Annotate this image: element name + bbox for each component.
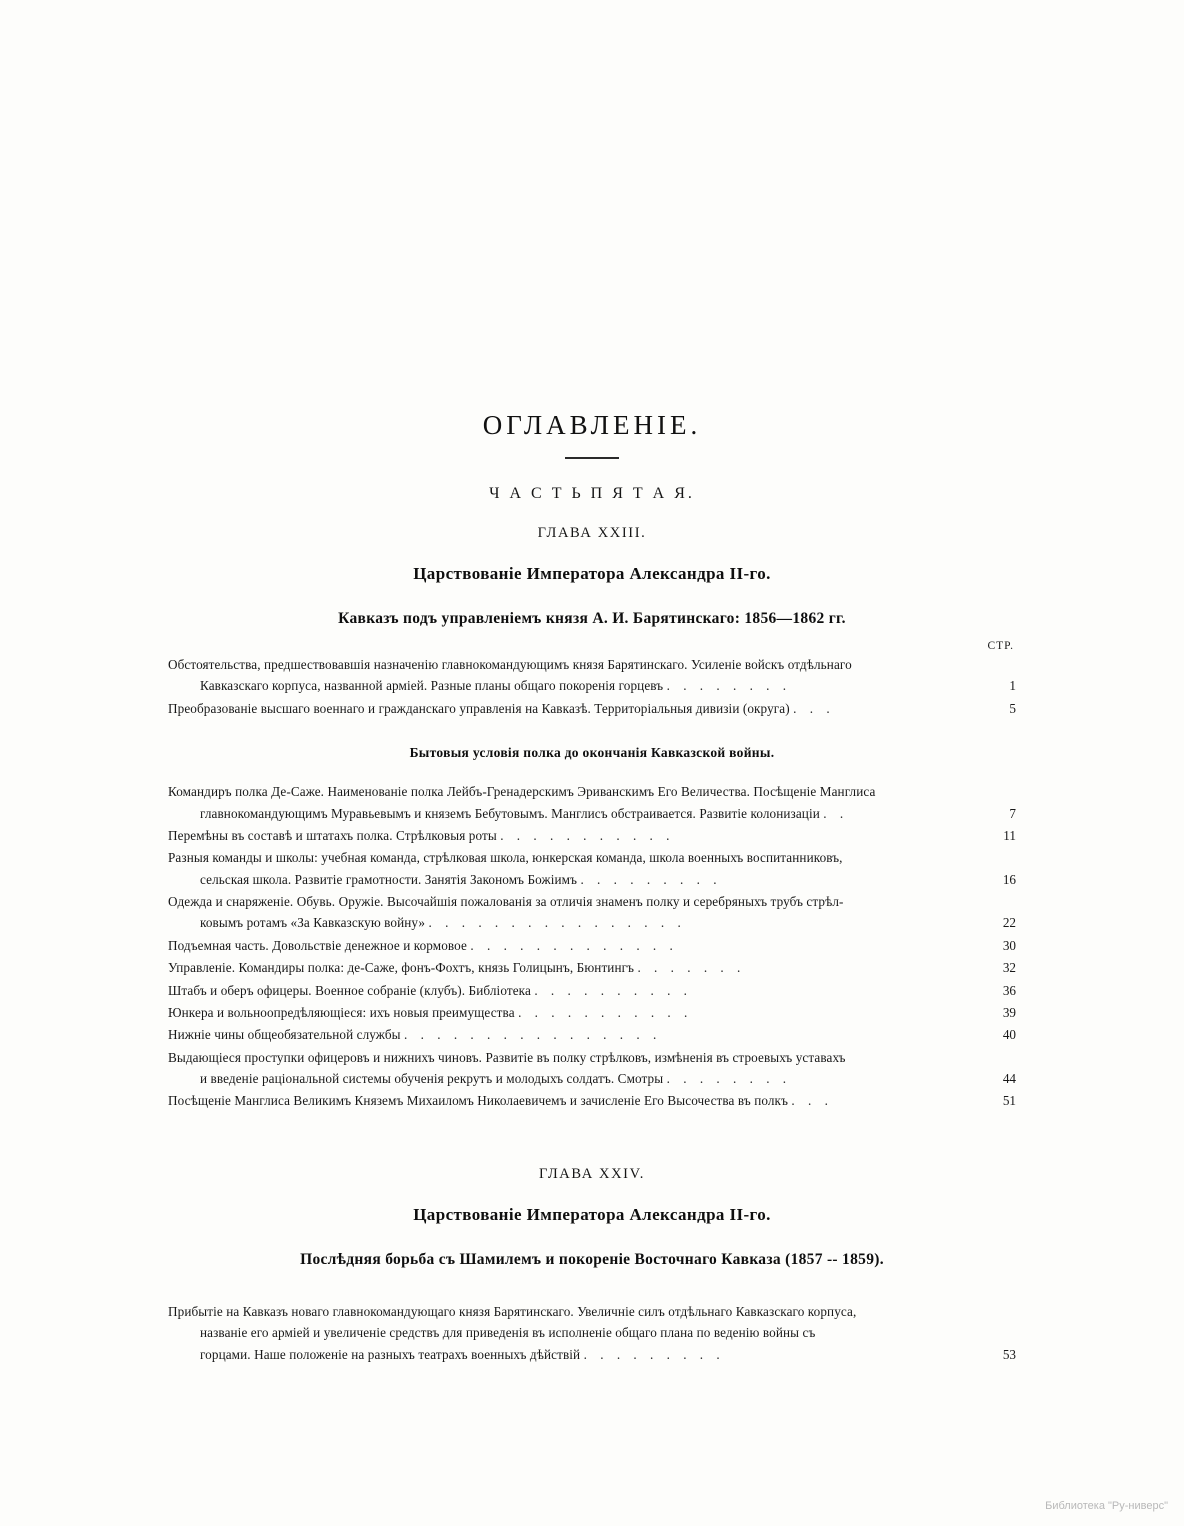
toc-entry-text: Штабъ и оберъ офицеры. Военное собраніе (клубъ). Библіотека . . . . . . . . . . bbox=[168, 982, 692, 998]
leader-dots: . . . bbox=[791, 1093, 833, 1109]
toc-page-number: 53 bbox=[1002, 1346, 1016, 1362]
list-item[interactable] bbox=[168, 980, 1016, 1001]
toc-entry-line1: Обстоятельства, предшествовавшія назначенію главнокомандующимъ князя Барятинскаго. Усиленіе войскъ отдѣльнаго bbox=[168, 657, 852, 672]
toc-page-number: 7 bbox=[1009, 805, 1016, 821]
toc-page-number: 39 bbox=[1002, 1004, 1016, 1020]
toc-list-section-bytovyya bbox=[168, 781, 1016, 1112]
toc-entry-text: Управленіе. Командиры полка: де-Саже, фонъ-Фохтъ, князь Голицынъ, Бюнтингъ . . . . . . . bbox=[168, 960, 746, 976]
chapter-title-24: Царствованіе Императора Александра II-го. bbox=[413, 1204, 771, 1224]
list-item[interactable] bbox=[168, 1024, 1016, 1045]
section-heading-bytovyya: Бытовыя условія полка до окончанія Кавказской войны. bbox=[409, 745, 775, 761]
leader-dots: . . . . . . . . . . . bbox=[518, 1004, 693, 1020]
chapter-subtitle-24: Послѣдняя борьба съ Шамилемъ и покореніе Восточнаго Кавказа (1857 -- 1859). bbox=[300, 1250, 884, 1268]
leader-dots: . . . . . . . . . . . . . . . . bbox=[428, 915, 686, 931]
list-item[interactable] bbox=[168, 935, 1016, 956]
toc-page-number: 44 bbox=[1002, 1071, 1016, 1086]
chapter-block-24 bbox=[168, 1166, 1016, 1365]
leader-dots: . . . . . . . . bbox=[666, 1071, 792, 1086]
toc-entry-text bbox=[168, 698, 970, 719]
list-item[interactable] bbox=[168, 781, 1016, 824]
leader-dots: . . bbox=[823, 805, 849, 821]
leader-dots: . . . . . . . . . bbox=[580, 871, 722, 887]
leader-dots: . . . . . . . . bbox=[666, 678, 792, 694]
chapter-label-23: ГЛАВА XXIII. bbox=[537, 525, 647, 541]
page-column-header: СТР. bbox=[987, 640, 1014, 652]
toc-entry-text: Подъемная часть. Довольствіе денежное и кормовое . . . . . . . . . . . . . bbox=[168, 937, 678, 953]
leader-dots: . . . . . . . bbox=[637, 960, 746, 976]
toc-entry-text: Нижніе чины общеобязательной службы . . . . . . . . . . . . . . . . bbox=[168, 1027, 662, 1043]
toc-page-number: 1 bbox=[1009, 678, 1016, 694]
table-of-contents bbox=[168, 410, 1016, 1366]
chapter-label-24: ГЛАВА XXIV. bbox=[538, 1165, 646, 1182]
toc-page-number: 11 bbox=[1003, 827, 1016, 843]
toc-entry-text: Перемѣны въ составѣ и штатахъ полка. Стрѣлковыя роты . . . . . . . . . . . bbox=[168, 827, 675, 843]
chapter-subtitle-23: Кавказъ подъ управленіемъ князя А. И. Барятинскаго: 1856—1862 гг. bbox=[338, 610, 846, 627]
toc-page-number: 36 bbox=[1002, 982, 1016, 998]
list-item[interactable] bbox=[168, 957, 1016, 978]
toc-entry-line2: Кавказскаго корпуса, названной арміей. Разные планы общаго покоренія горцевъ . . . . . . . . bbox=[200, 678, 792, 694]
library-watermark: Библиотека "Ру-ниверс" bbox=[1045, 1500, 1168, 1512]
list-item[interactable] bbox=[168, 1047, 1016, 1090]
list-item[interactable] bbox=[168, 1090, 1016, 1111]
title-divider bbox=[565, 457, 619, 459]
list-item[interactable] bbox=[168, 698, 1016, 719]
toc-entry-text: Выдающіеся проступки офицеровъ и нижнихъ чиновъ. Развитіе въ полку стрѣлковъ, измѣненія въ строевыхъ уставахъ и введеніе раціональной системы обученія рекрутъ и молодыхъ солдатъ. Смотры . . . . . . . . bbox=[168, 1049, 846, 1086]
list-item[interactable] bbox=[168, 891, 1016, 934]
toc-entry-text: Прибытіе на Кавказъ новаго главнокомандующаго князя Барятинскаго. Увеличніе силъ отдѣльнаго Кавказскаго корпуса, названіе его арміей и увеличеніе средствъ для приведенія въ исполненіе общаго плана по веденію войны съ горцами. Наше положеніе на разныхъ театрахъ военныхъ дѣйствій . . . . . . . . . bbox=[168, 1303, 857, 1362]
toc-entry-text: Разныя команды и школы: учебная команда, стрѣлковая школа, юнкерская команда, школа военныхъ воспитанниковъ, сельская школа. Развитіе грамотности. Занятія Закономъ Божіимъ . . . . . . . . . bbox=[168, 850, 843, 887]
leader-dots: . . . . . . . . . . . . . . . . bbox=[404, 1027, 662, 1043]
leader-dots: . . . bbox=[793, 700, 835, 716]
toc-page-number: 51 bbox=[1002, 1093, 1016, 1109]
toc-page-number: 40 bbox=[1002, 1027, 1016, 1043]
toc-page-number: 22 bbox=[1002, 915, 1016, 931]
chapter-title-23: Царствованіе Императора Александра II-го. bbox=[413, 564, 771, 583]
toc-entry-text: Юнкера и вольноопредѣляющіеся: ихъ новыя преимущества . . . . . . . . . . . bbox=[168, 1004, 693, 1020]
list-item[interactable] bbox=[168, 1002, 1016, 1023]
part-title: Ч А С Т Ь П Я Т А Я. bbox=[489, 485, 695, 502]
toc-entry-text bbox=[168, 654, 970, 697]
leader-dots: . . . . . . . . . . bbox=[534, 982, 692, 998]
toc-page-number: 30 bbox=[1002, 937, 1016, 953]
leader-dots: . . . . . . . . . bbox=[583, 1346, 725, 1362]
toc-entry-text: Командиръ полка Де-Саже. Наименованіе полка Лейбъ-Гренадерскимъ Эриванскимъ Его Величества. Посѣщеніе Манглиса главнокомандующимъ Муравьевымъ и княземъ Бебутовымъ. Манглисъ обстраивается. Развитіе колонизаціи . . bbox=[168, 784, 876, 821]
list-item[interactable] bbox=[168, 654, 1016, 697]
toc-entry-text: Одежда и снаряженіе. Обувь. Оружіе. Высочайшія пожалованія за отличія знаменъ полку и серебряныхъ трубъ стрѣл- ковымъ ротамъ «За Кавказскую войну» . . . . . . . . . . . . . . . . bbox=[168, 894, 844, 931]
leader-dots: . . . . . . . . . . . bbox=[500, 827, 675, 843]
toc-entry-line1: Преобразованіе высшаго военнаго и гражданскаго управленія на Кавказѣ. Территоріальныя дивизіи (округа) bbox=[168, 700, 790, 716]
list-item[interactable] bbox=[168, 1301, 1016, 1365]
toc-list-chapter-23 bbox=[168, 654, 1016, 719]
toc-page-number: 32 bbox=[1002, 960, 1016, 976]
toc-list-chapter-24 bbox=[168, 1301, 1016, 1365]
spacer bbox=[168, 1281, 1016, 1301]
toc-entry-text: Посѣщеніе Манглиса Великимъ Княземъ Михаиломъ Николаевичемъ и зачисленіе Его Высочества въ полкъ . . . bbox=[168, 1093, 833, 1109]
toc-page-number: 16 bbox=[1002, 871, 1016, 887]
leader-dots: . . . . . . . . . . . . . bbox=[470, 937, 678, 953]
list-item[interactable] bbox=[168, 847, 1016, 890]
page-title: ОГЛАВЛЕНІЕ. bbox=[482, 410, 702, 440]
toc-page-number: 5 bbox=[1009, 700, 1016, 716]
list-item[interactable] bbox=[168, 825, 1016, 846]
